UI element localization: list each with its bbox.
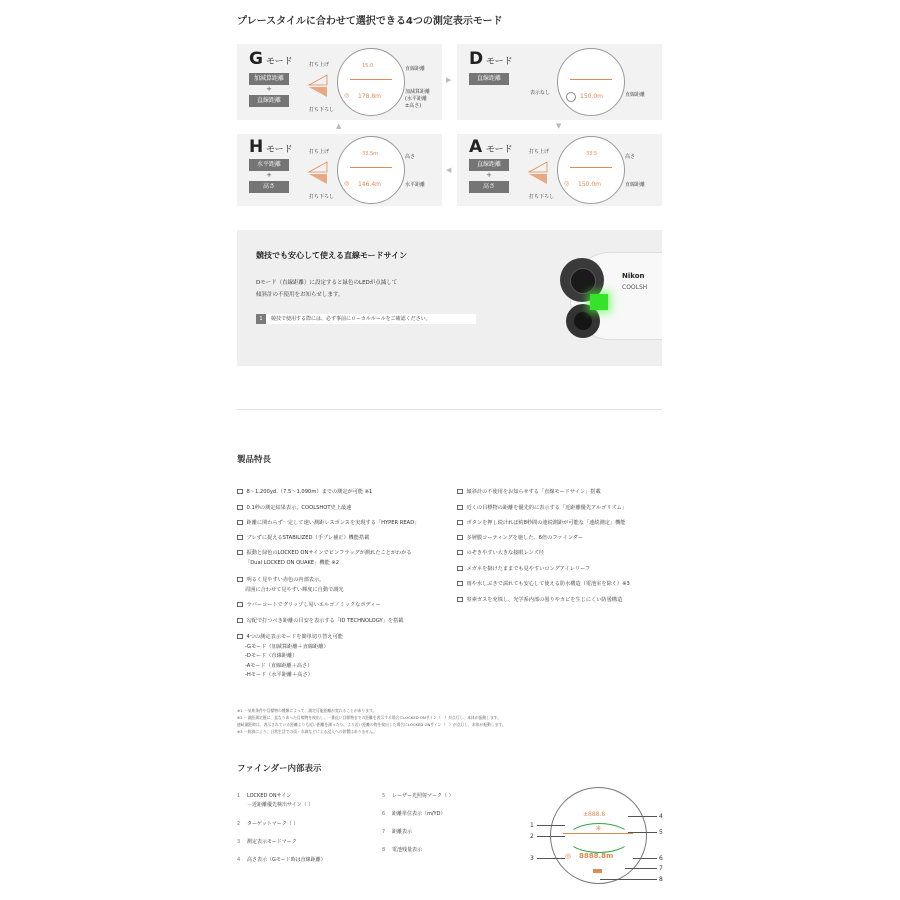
d-mode-tag-straight: 直線距離 xyxy=(469,73,509,85)
finder-item-6: 6 距離単位表示（m/YD） xyxy=(382,811,446,817)
footnote-2: ※2 －測距測定後に、直なりあった目標物を検出し、一番近い目標物までの距離を表示する場合にLOCKED ONサイン（ ）が点灯し、本体が振動します。 xyxy=(237,715,502,720)
finder-readout-main: 8888.8m xyxy=(579,852,614,860)
feature-item: 振動と緑色のLOCKED ONサインでピンフラッグが測れたことがわかる xyxy=(237,549,412,556)
callout-line xyxy=(537,836,565,837)
checkbox-bullet-icon xyxy=(457,581,463,587)
h-mode-readout-main: 146.4m xyxy=(358,181,382,188)
a-mode-tag-height: 高さ xyxy=(469,181,509,193)
g-mode-label-adjusted: 加減算距離 xyxy=(405,89,431,95)
straight-sign-title: 競技でも安心して使える直線モードサイン xyxy=(256,251,408,260)
g-mode-label-straight: 直線距離 xyxy=(405,66,426,72)
range-icon: ◎ xyxy=(564,180,570,187)
device-brand: Nikon xyxy=(622,272,645,280)
feature-item: 勾配で打つべき距離の目安を表示する「ID TECHNOLOGY」を搭載 xyxy=(237,617,403,624)
checkbox-bullet-icon xyxy=(457,520,463,526)
checkbox-bullet-icon xyxy=(457,489,463,495)
footnote-4: ※3 －防滴により、日常生活での雨・水滴などによる浸入への影響はありません。 xyxy=(237,729,377,734)
feature-item: メガネを掛けたままでも見やすいロングアイレリーフ xyxy=(457,565,590,572)
note-number-badge: 1 xyxy=(256,314,266,324)
arrow-up-icon: ▲ xyxy=(336,122,342,130)
g-mode-label-down: 打ち下ろし xyxy=(309,107,335,113)
checkbox-bullet-icon xyxy=(457,566,463,572)
feature-item-line: -Aモード（直線距離＋高さ） xyxy=(245,662,313,669)
arrow-down-icon: ▼ xyxy=(556,122,562,130)
h-mode-readout-top: 33.5m xyxy=(362,151,379,157)
callout-line xyxy=(628,816,657,817)
finder-readout-top: ±888.8 xyxy=(583,811,606,818)
h-mode-plus: + xyxy=(266,171,272,179)
green-led-icon xyxy=(590,294,608,310)
h-mode-panel xyxy=(237,134,442,206)
callout-1: 1 xyxy=(530,822,534,829)
a-mode-letter: A xyxy=(469,137,483,157)
modes-section-title: プレースタイルに合わせて選択できる4つの測定表示モード xyxy=(237,16,503,27)
feature-item: 0.1秒の測定結果表示、COOLSHOT史上最速 xyxy=(237,504,351,511)
callout-8: 8 xyxy=(659,876,663,883)
g-mode-label-up: 打ち上げ xyxy=(309,62,330,68)
callout-line xyxy=(537,825,565,826)
checkbox-bullet-icon xyxy=(457,505,463,511)
rangefinder-device-image xyxy=(552,248,662,348)
h-mode-letter: H xyxy=(249,137,264,157)
h-mode-tag-height: 高さ xyxy=(249,181,289,193)
target-line xyxy=(570,79,612,80)
checkbox-bullet-icon xyxy=(237,550,243,556)
h-mode-label-down: 打ち下ろし xyxy=(309,194,335,200)
g-mode-tag-adjusted: 加減算距離 xyxy=(249,73,289,85)
straight-sign-note: 競技で使用する際には、必ず事前にローカルルールをご確認ください。 xyxy=(266,314,476,324)
feature-item: ブレずに捉えるSTABILIZED（手ブレ補正）機能搭載 xyxy=(237,534,369,541)
a-mode-readout-main: 150.0m xyxy=(578,181,602,188)
a-mode-label-down: 打ち下ろし xyxy=(529,194,555,200)
callout-line xyxy=(625,868,657,869)
finder-item-3: 3 測定表示モードマーク xyxy=(237,839,297,845)
g-mode-panel xyxy=(237,44,442,120)
feature-item: 8～1,200yd.（7.5～1,090m）までの測定が可能 ※1 xyxy=(237,488,372,495)
target-line xyxy=(350,167,392,168)
h-mode-label-height: 高さ xyxy=(405,154,416,160)
battery-icon xyxy=(593,869,602,873)
target-line xyxy=(350,79,392,80)
finder-item-2: 2 ターゲットマーク（ ） xyxy=(237,821,299,827)
checkbox-bullet-icon xyxy=(237,489,243,495)
a-mode-plus: + xyxy=(486,171,492,179)
feature-item-line: 「Dual LOCKED ON QUAKE」機能 ※2 xyxy=(245,559,340,566)
g-mode-tag-straight: 直線距離 xyxy=(249,95,289,107)
g-mode-viewfinder xyxy=(337,48,405,116)
feature-item-line: -Gモード（加減算距離＋直線距離） xyxy=(245,643,329,650)
feature-item: 4つの測定表示モードを簡単切り替え可能 xyxy=(237,633,343,640)
h-mode-suffix: モード xyxy=(266,145,293,155)
a-mode-label-up: 打ち上げ xyxy=(529,149,550,155)
straight-sign-body-2: 傾斜計の不使用をお知らせします。 xyxy=(256,292,344,298)
slope-icon xyxy=(527,158,551,190)
a-mode-readout-top: 33.5 xyxy=(586,151,598,157)
range-icon: ◎ xyxy=(344,180,350,187)
feature-item: 距離に関わらず一定して速い測距レスポンスを実現する「HYPER READ」 xyxy=(237,519,419,526)
d-mode-label-straight: 直線距離 xyxy=(625,92,646,98)
d-mode-viewfinder xyxy=(557,48,625,116)
callout-line xyxy=(633,858,657,859)
checkbox-bullet-icon xyxy=(457,597,463,603)
finder-item-5: 5 レーザー光照射マーク（ ） xyxy=(382,793,454,799)
feature-item: 近くの目標物の距離を優先的に表示する「近距離優先アルゴリズム」 xyxy=(457,504,627,511)
feature-item-line: -Dモード（直線距離） xyxy=(245,653,298,659)
callout-5: 5 xyxy=(659,829,663,836)
feature-item: 明るく見やすい赤色の内部表示。 xyxy=(237,576,324,583)
empty-mode-icon xyxy=(566,92,576,102)
h-mode-tag-horizontal: 水平距離 xyxy=(249,159,289,171)
finder-item-8: 8 電池残量表示 xyxy=(382,847,423,853)
a-mode-label-straight: 直線距離 xyxy=(625,182,646,188)
feature-item: 多層膜コーティングを施した、6倍のファインダー xyxy=(457,534,583,541)
callout-2: 2 xyxy=(530,833,534,840)
checkbox-bullet-icon xyxy=(237,535,243,541)
arrow-left-icon: ◀ xyxy=(446,166,452,174)
feature-item-line: -Hモード（水平距離＋高さ） xyxy=(245,672,313,678)
g-mode-plus: + xyxy=(266,85,272,93)
checkbox-bullet-icon xyxy=(237,577,243,583)
callout-4: 4 xyxy=(659,813,663,820)
device-model: COOLSH xyxy=(622,284,648,291)
checkbox-bullet-icon xyxy=(457,535,463,541)
checkbox-bullet-icon xyxy=(237,520,243,526)
finder-item-1-sub: －近距離優先検出サイン（ ） xyxy=(247,802,314,808)
d-mode-panel xyxy=(457,44,662,120)
section-divider xyxy=(237,409,662,410)
callout-3: 3 xyxy=(530,855,534,862)
arrow-right-icon: ▶ xyxy=(446,76,452,84)
footnote-3: 連続測距時は、表示されている距離よりも近い距離を測ったり、より近い距離の物を検出した場合にLOCKED ONサイン（ ）が点灯し、本体が振動します。 xyxy=(237,722,506,727)
h-mode-label-up: 打ち上げ xyxy=(309,149,330,155)
d-mode-suffix: モード xyxy=(486,57,513,67)
g-mode-letter: G xyxy=(249,49,263,69)
checkbox-bullet-icon xyxy=(457,550,463,556)
callout-line xyxy=(537,858,565,859)
mode-mark-icon: ◎ xyxy=(565,852,572,860)
finder-item-4: 4 高さ表示（Gモード時は直線距離） xyxy=(237,857,326,863)
checkbox-bullet-icon xyxy=(237,618,243,624)
feature-item: 傾斜計の不使用をお知らせする「直線モードサイン」搭載 xyxy=(457,488,601,495)
callout-6: 6 xyxy=(659,855,663,862)
straight-sign-panel xyxy=(237,230,662,366)
g-mode-readout-main: 178.8m xyxy=(358,93,382,100)
feature-item: ラバーコートでグリップし易いエルゴノミックなボディー xyxy=(237,601,381,608)
range-icon: ◎ xyxy=(344,92,350,99)
callout-line xyxy=(600,879,657,880)
g-mode-readout-top: 15.0 xyxy=(362,63,374,69)
a-mode-panel xyxy=(457,134,662,206)
laser-mark-icon: ✳ xyxy=(595,824,602,833)
straight-sign-body-1: Dモード（直線距離）に設定すると緑色のLEDが点滅して xyxy=(256,280,398,286)
finder-item-1: 1 LOCKED ONサイン xyxy=(237,793,292,799)
g-mode-label-adjusted-sub2: ±高さ) xyxy=(405,103,422,109)
slope-icon xyxy=(307,71,331,103)
checkbox-bullet-icon xyxy=(237,602,243,608)
h-mode-label-horizontal: 水平距離 xyxy=(405,182,426,188)
a-mode-viewfinder xyxy=(557,136,625,204)
feature-item: 雨や水しぶきで濡れても安心して使える防水構造（電池室を除く）※3 xyxy=(457,580,630,587)
finder-item-7: 7 距離表示 xyxy=(382,829,413,835)
d-mode-letter: D xyxy=(469,49,484,69)
h-mode-viewfinder xyxy=(337,136,405,204)
a-mode-label-height: 高さ xyxy=(625,154,636,160)
g-mode-suffix: モード xyxy=(266,57,293,67)
g-mode-label-adjusted-sub: (水平距離 xyxy=(405,96,427,102)
features-title: 製品特長 xyxy=(237,455,272,465)
checkbox-bullet-icon xyxy=(237,505,243,511)
feature-item: のぞきやすい大きな接眼レンズ径 xyxy=(457,549,544,556)
target-line xyxy=(570,167,612,168)
finder-title: ファインダー内部表示 xyxy=(237,764,322,774)
a-mode-suffix: モード xyxy=(486,145,513,155)
callout-7: 7 xyxy=(659,865,663,872)
checkbox-bullet-icon xyxy=(237,634,243,640)
feature-item: ボタンを押し続ければ約8秒間の連続測距が可能な「連続測定」機能 xyxy=(457,519,625,526)
feature-item-line: 周囲に合わせて見やすい輝度に自動で調光 xyxy=(245,586,344,593)
callout-line xyxy=(628,832,657,833)
target-mark-icon xyxy=(563,833,633,834)
slope-icon xyxy=(307,158,331,190)
d-mode-readout-main: 150.0m xyxy=(580,93,604,100)
footnote-1: ※1 －気象条件や目標物の種類によって、測定可能距離が変わることがあります。 xyxy=(237,708,377,713)
a-mode-tag-straight: 直線距離 xyxy=(469,159,509,171)
d-mode-label-none: 表示なし xyxy=(530,90,551,96)
feature-item: 窒素ガスを充填し、光学系内部の曇りやカビを生じにくい防曇構造 xyxy=(457,596,622,603)
